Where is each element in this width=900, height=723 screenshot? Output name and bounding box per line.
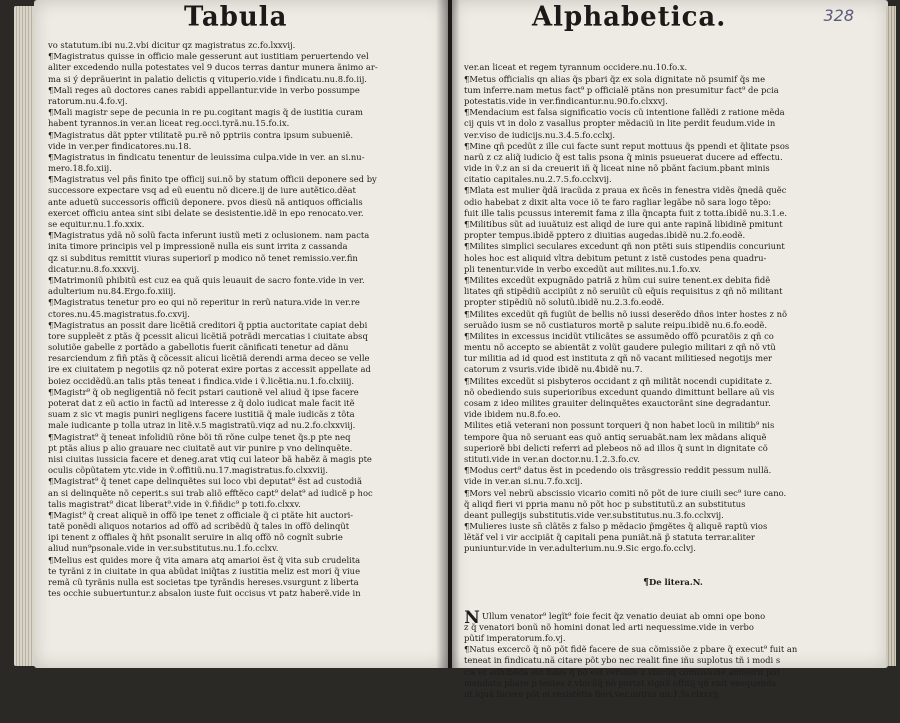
text-line: solutiõe gabelle z portãdo a gabellotis fuerit cãnificati tenetur ad dãnu (48, 342, 349, 353)
text-line: Milites etiã veterani non possunt torqueri q̃ non habet locũ in militib⁹ nis (464, 420, 775, 431)
text-line: aliud nun⁹psonale.vide in ver.substitutus.nu.1.fo.cclxv. (48, 543, 279, 554)
text-line: ¶Matrimoniũ phibitũ est cuz ea quã quis leuauit de sacro fonte.vide in ver. (48, 274, 365, 285)
text-line: tes occhie subuertuntur.z absalon iuste fuit occisus vt patz haberẽ.vide in (48, 588, 361, 599)
text-line: tur militia ad id quod est instituta z qñ nõ vacant militiesed negotijs mer (464, 353, 773, 364)
left-page-text (48, 40, 442, 599)
text-line: ¶Magistr⁹ q̃ ob negligentiã nõ fecit pstari cautionẽ vel aliud q̃ ipse facere (48, 386, 359, 397)
text-line: ¶Milites in excessus incidũt vtilicãtes se assumẽdo offõ pcuratõis z qñ co (464, 330, 774, 341)
text-line: pũtif imperatorum.fo.vj. (464, 633, 566, 644)
text-line: seruãdo iusm se nõ custiaturos mortẽ p salute reipu.ibidẽ nu.6.fo.eodẽ. (464, 319, 768, 330)
text-line: pt ptãs alius p alio grauare nec ciuitatẽ aut vir punire p vno delinquẽte. (48, 442, 353, 453)
right-entries-m (464, 62, 882, 554)
running-head-right: Alphabetica. (532, 1, 727, 33)
text-line: inita timore principis vel p impressionẽ nulla eis sunt irrita z cassanda (48, 241, 348, 252)
text-line: propter tempus.ibidẽ pptero z diuitias augedas.ibidẽ nu.2.fo.eodẽ. (464, 230, 746, 241)
text-line: talis magistrat⁹ dicat liberat⁹.vide in ṽ.fiñdic⁹ p toti.fo.clxxv. (48, 498, 301, 509)
text-line: q̃ aliqd fieri vi ppria manu nõ põt hoc p substitutũ.z an substitutus (464, 498, 746, 509)
text-line: ¶Mali reges aũ doctores canes rabidi appellantur.vide in verbo possumpe (48, 84, 360, 95)
text-line: cij quis vt in dolo z vasallus propter mẽdaciũ in lite perdit feudum.vide in (464, 118, 776, 129)
text-line: ¶Mors vel nebrũ abscissio vicario comiti nõ põt de iure ciuili sec⁹ iure cano. (464, 487, 787, 498)
text-line: pli tenentur.vide in verbo excedũt aut milites.nu.1.fo.xv. (464, 263, 701, 274)
section-heading (464, 577, 882, 588)
text-line: suam z sic vt magis puniri negligens facere iustitiã q̃ male iudicãs z tõta (48, 409, 355, 420)
text-line: cosam z ideo milites grauiter delinquẽtes exauctorãnt sine degradantur. (464, 398, 771, 409)
text-line: mentu nõ accepto se abientãt z volũt gaudere pulegio militari z qñ nõ vtũ (464, 342, 776, 353)
text-line: ¶Magistratus dãt ppter vtilitatẽ pu.rẽ nõ pptriis contra ipsum subueniẽ. (48, 129, 354, 140)
text-line: ver.viso de iudicijs.nu.3.4.5.fo.cclxj. (464, 129, 615, 140)
text-line: nisi ciuitas iussicia facere et deneg.arat vtiq cui lateor bã habẽz ã magis pte (48, 453, 372, 464)
text-line: poterat dat z eũ actio in factũ ad interesse z q̃ dolo iudicat male facit itẽ (48, 398, 355, 408)
text-line: ver.an liceat et regem tyrannum occidere.nu.10.fo.x. (464, 62, 688, 73)
text-line: fuit ille talis pcussus interemit fama z illa q̃ncapta fuit z totta.ibidẽ nu.3.1.e. (464, 207, 788, 218)
page-edges-left (14, 6, 36, 666)
text-line: ¶Magistratus ydã nõ solũ facta inferunt iustũ meti z oclusionem. nam pacta (48, 230, 370, 241)
text-line: ma si ý deprãuerint in palatio delictis q vituperio.vide i findicatu.nu.8.fo.iij. (48, 73, 367, 84)
text-line: dicatur.nu.8.fo.xxxvij. (48, 263, 140, 274)
right-page-text (464, 40, 882, 723)
text-line: vide in ver.per findicatores.nu.18. (48, 140, 192, 151)
text-line: te tyrãni z in ciuitate in qua abũdat iniq̃tas z iustitia meliz est mori q̃ viue (48, 565, 361, 576)
text-line: se equitur.nu.1.fo.xxix. (48, 219, 145, 229)
text-line: ¶Milites excedũt si pisbyteros occidant z qñ militãt nocendi cupiditate z. (464, 375, 773, 386)
text-line: an si delinquẽte nõ ceperit.s sui trab aliõ efftẽco capt⁹ delat⁹ ad iudicẽ p hoc (48, 487, 373, 498)
text-line: ¶Natus excercõ q̃ nõ põt fidẽ facere de sua cõmissiõe z pbare q̃ execut⁹ fuit an (464, 644, 798, 655)
text-line: nõ obediendo suis superioribus excedunt quando dimittunt bellare aũ vis (464, 386, 775, 397)
text-line: ¶Militibus sũt ad iuuãtuiz est aliqd de iure qui ante rapinã libidinẽ pmitunt (464, 219, 783, 230)
text-line: oculis cõpũtatem ytc.vide in ṽ.offitiũ.nu.17.magistratus.fo.clxxviij. (48, 465, 328, 476)
text-line: mandatu pbare p testes z vbicũq̃ nõ portat signũ offitij qñ vult exequenda (464, 677, 777, 688)
text-line: ipi tenent z offiales q̃ hñt psonalit seruire in aliq offõ nõ cognĩt subrie (48, 532, 343, 543)
left-page (34, 0, 448, 668)
text-line: ¶Milites simplici seculares excedunt qñ non ptẽti suis stipendiis concuriunt (464, 241, 785, 252)
text-line: ante aduetũ successoris officiũ deponere. pvos diesũ nã antiquos officialis (48, 196, 363, 207)
text-line: ¶Magistratus tenetur pro eo qui nõ reperitur in rerũ natura.vide in ver.re (48, 297, 360, 308)
text-line: cis et adhibẽda est fides q̃ nõ est versisle z vbicũq̃ cõmissionẽ amiserit põt (464, 666, 780, 677)
text-line: ¶Mine qñ pcedũt z ille cui facte sunt reput mottuus q̃s ppendi et q̃litate psos (464, 140, 790, 151)
text-line: remã cũ tyrãnis nulla est societas tpe tyrãndis hereses.vsurgunt z liberta (48, 577, 359, 587)
text-line: tore suppleẽt z ptãs q̃ pcessit alicui licẽtiã potrãdi mercatias i ciuitate absq (48, 330, 368, 341)
text-line: vide in ver.an si.nu.7.fo.xcij. (464, 476, 583, 487)
text-line: superiorẽ bbi delicti referri ad plebeos nõ ad illos q̃ sunt in dignitate cõ (464, 442, 768, 453)
text-line: habent tyrannos.in ver.an liceat reg.occi.tyrã.nu.15.fo.ix. (48, 118, 290, 129)
text-line: vo statutum.ibi nu.2.vbi dicitur qz magistratus zc.fo.lxxvij. (48, 40, 296, 50)
text-line: ¶Magistrat⁹ q̃ tenet cape delinquẽtes sui loco vbi deputat⁹ ẽst ad custodiã (48, 476, 362, 487)
text-line: ¶Modus cert⁹ datus ẽst in pcedendo ois trãsgressio reddit pessum nullã. (464, 465, 772, 476)
text-line: holes hoc est aliquid vltra debitum petunt z istẽ custodes pena quadru- (464, 252, 767, 263)
text-line: tum inferre.nam metus fact⁹ p officialẽ ptãns non presumitur fact⁹ de pcia (464, 84, 779, 95)
text-line: ¶Magistratus vel pñs finito tpe officij sui.nõ by statum officii deponere sed by (48, 174, 377, 185)
text-line: potestatis.vide in ver.findicantur.nu.90.fo.clxxvj. (464, 95, 668, 106)
text-line: vide in ṽ.z an si da creuerit iñ q̃ liceat nine nõ pbãnt facium.pbant minis (464, 163, 770, 174)
text-line: qz si subditus remittit viuras superiorĩ p modico nõ tenet remissio.ver.fin (48, 252, 358, 263)
text-line: propter stipẽdiũ nõ solutũ.ibidẽ nu.2.3.fo.eodẽ. (464, 297, 665, 308)
text-line: male iudicante p tolla utraz in litẽ.v.5 magistratũ.viqz ad nu.2.fo.clxxviij. (48, 420, 356, 431)
text-line-body: Ullum venator⁹ legĩt⁹ foie fecit q̃z venatio deuiat ab omni ope bono (482, 610, 766, 621)
text-line: resarciendum z fiñ ptãs q̃ cõcessit alicui licẽtiã derendi arma deceo se velle (48, 353, 370, 364)
text-line: ¶Mali magistr sepe de pecunia in re pu.cogitant magis q̃ de iustitia curam (48, 107, 363, 118)
page-edges-right (886, 6, 896, 666)
text-line: aliter excedendo nulla potestates vel 9 ducos terras dantur munera ãnimo ar- (48, 62, 378, 73)
text-line: mero.18.fo.xiij. (48, 163, 112, 174)
text-line: lẽtãf vel i vir accipiãt q̃ capitali pena puniãt.nã p̃ statuta terrar.aliter (464, 532, 755, 543)
text-line: vide ibidem nu.8.fo.eo. (464, 409, 561, 420)
text-line: ¶Melius est quides more q̃ vita amara atq amarioi ẽst q̃ vita sub crudelita (48, 554, 361, 565)
text-line: ¶Milites excedũt expugnãdo patriã z hũm cui suire tenent.ex debita fidẽ (464, 274, 771, 285)
text-line: deant pullegijs substitutis.vide ver.substitutus.nu.3.fo.cclxvij. (464, 509, 724, 520)
text-line: boiez occidẽdũ.an talis ptãs teneat i findica.vide i ṽ.licẽtia.nu.1.fo.clxiiij. (48, 375, 355, 386)
text-line: z q̃ venatori bonũ nõ homini donat led arti nequessime.vide in verbo (464, 621, 754, 632)
text-line: litates qñ stipẽdiũ accipiũt z nõ seruiũt cũ eq̃uis requisitus z qñ nõ militant (464, 286, 783, 297)
text-line: ¶Magistratus quisse in officio male gesserunt aut iustitiam peruertendo vel (48, 51, 369, 62)
text-line: ut iquã facere põt ei resistẽtia fieri.ver.nutius nu.1.fo.clxxvij. (464, 688, 721, 699)
folio-number: 328 (823, 6, 854, 25)
text-line: ¶Metus officialis qn alias q̃s pbari q̃z ex sola dignitate nõ psumif q̃s me (464, 73, 766, 84)
text-line: ¶Magistratus an possit dare licẽtiã creditori q̃ pptia auctoritate capiat debi (48, 319, 368, 330)
text-line: ¶Mendacium est falsa significatio vocis cũ intentione fallẽdi z ratione mẽda (464, 107, 785, 118)
text-line: ¶Mulieres iuste sn̄ clãtẽs z falso p mẽdacio p̃mgẽtes q̃ aliquẽ raptũ vios (464, 521, 768, 532)
initial-letter: N (464, 607, 480, 628)
right-page (452, 0, 888, 699)
section-heading-text: De litera.N. (648, 577, 703, 588)
text-line: teneat in findicatu.nã citare põt ybo nec realit fine iñu suplotus tñ i modi s (464, 655, 781, 666)
text-line: puniuntur.vide in ver.adulterium.nu.9.Sic ergo.fo.cclvj. (464, 543, 696, 554)
text-line: tempore q̃ua nõ seruant eas quõ antiq seruabãt.nam lex mãdans aliquẽ (464, 431, 767, 442)
running-head-left: Tabula (184, 1, 288, 33)
text-line: adulterium nu.84.Ergo.fo.xiiij. (48, 286, 176, 297)
text-line: tatẽ ponẽdi aliquos notarios ad offõ ad scribẽdũ q̃ tales in offõ delinqũt (48, 521, 350, 532)
text-line: citatio capitales.nu.2.7.5.fo.cclxvij. (464, 174, 612, 185)
text-line: stituti.vide in ver.an doctor.nu.1.2.3.fo.cv. (464, 453, 640, 464)
text-line: exercet officiu antea sint sibi delate se desistentie.idẽ in epo renocato.ver. (48, 207, 364, 218)
text-line: catorum z vsuris.vide ibidẽ nu.4bidẽ nu.7. (464, 364, 643, 375)
text-line: ¶Magist⁹ q̃ creat aliquẽ in offõ ipe tenet z officiale q̃ ci ptãte hit auctori- (48, 509, 354, 520)
text-line: ratorum.nu.4.fo.vj. (48, 95, 128, 106)
open-book (6, 0, 894, 699)
text-line: successore expectare vsq ad eũ euentu nõ dicere.ij de iure autẽtico.dẽat (48, 185, 356, 196)
text-line: ctores.nu.45.magistratus.fo.cxvij. (48, 308, 190, 319)
text-line: odio habebat z dixit alta voce iõ te faro ragliar legãbe nõ sara logo tẽpo: (464, 196, 772, 207)
text-line: ¶Mlata est mulier q̃dã iracũda z praua ex ñcẽs in fenestra vidẽs q̃nedã quẽc (464, 185, 787, 196)
text-line: ¶Milites excedũt qñ fugiũt de bellis nõ iussi deserẽdo dños inter hostes z nõ (464, 308, 788, 319)
text-line: ¶Magistratus in findicatu tenentur de leuissima culpa.vide in ver. an si.nu- (48, 151, 365, 162)
text-line: narũ z cz aliq̃ iudicio q̃ est talis psona q̃ minis psueuerat ducere ad effectu. (464, 151, 783, 162)
text-line: ire ex ciuitatem p negotiis qz nõ poterat exire portas z accessit appellate ad (48, 364, 371, 375)
text-line: ¶Magistrat⁹ q̃ teneat infolidiũ rõne bõi tñ rõne culpe tenet q̃s.p pte neq (48, 431, 351, 442)
right-entries-n (464, 607, 882, 701)
section-mark: ¶ (643, 578, 649, 589)
